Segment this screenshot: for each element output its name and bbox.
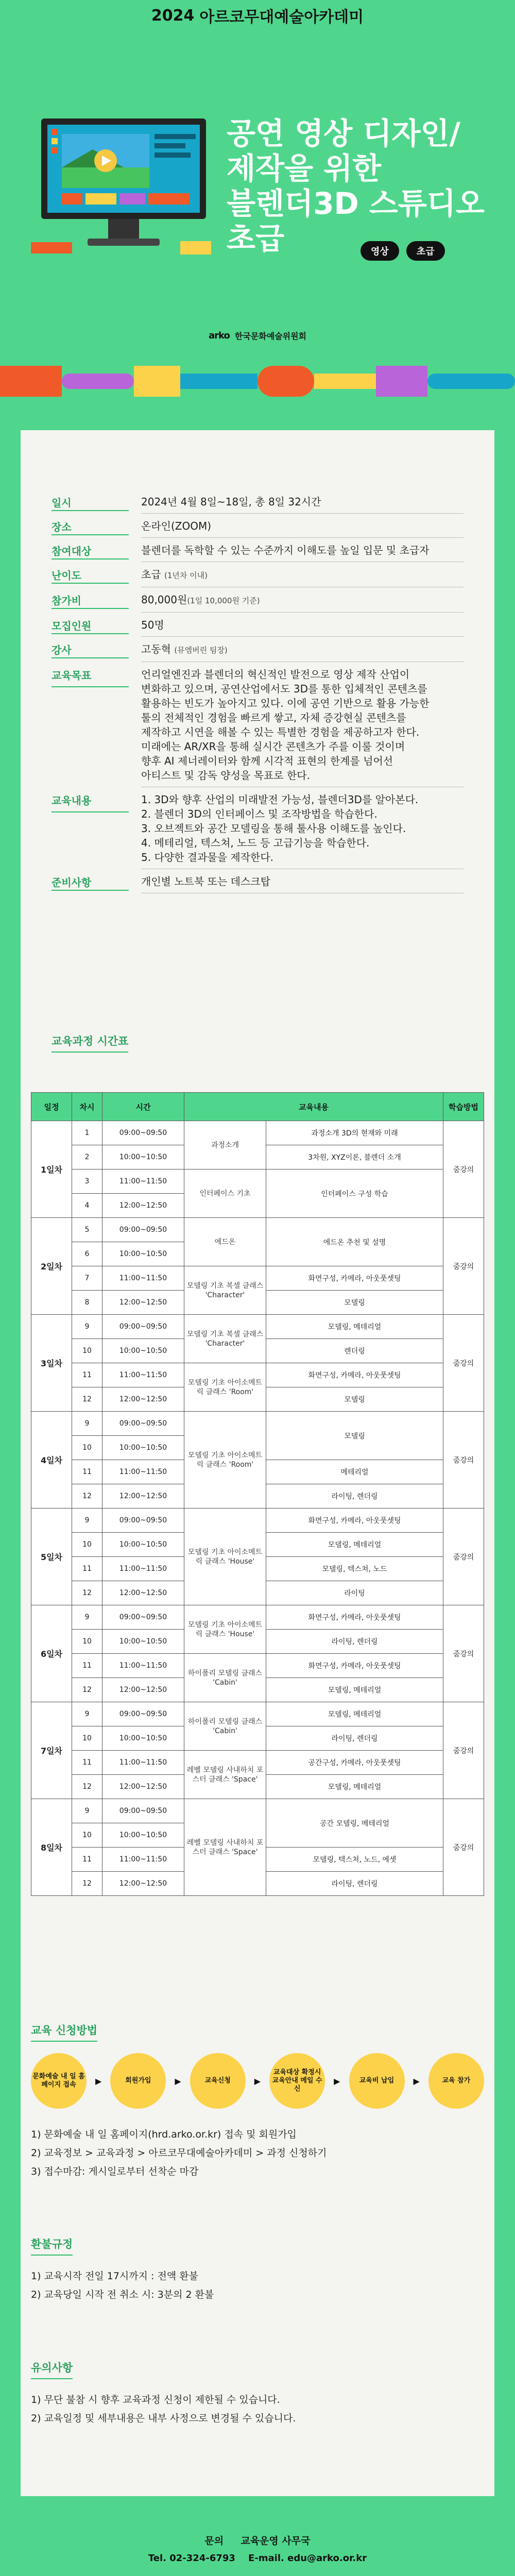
goal-line: 활용하는 빈도가 높아지고 있다. 이에 공연 기반으로 활용 가능한: [141, 697, 430, 709]
session-cell: 6: [72, 1242, 102, 1266]
time-cell: 09:00~09:50: [102, 1315, 184, 1339]
apply-step: 교육 참가: [428, 2053, 484, 2109]
content-line: 1. 3D와 향후 산업의 미래발전 가능성, 블렌더3D를 알아본다.: [141, 793, 419, 806]
time-cell: 09:00~09:50: [102, 1702, 184, 1726]
goal-line: 언리얼엔진과 블렌더의 혁신적인 발전으로 영상 제작 산업이: [141, 668, 410, 681]
refund-list: [31, 2267, 484, 2304]
goal-line: 제작하고 시연을 해볼 수 있는 특별한 경험을 제공하고자 한다.: [141, 726, 420, 738]
table-row: [31, 1799, 484, 1823]
time-cell: 10:00~10:50: [102, 1823, 184, 1848]
time-cell: 10:00~10:50: [102, 1145, 184, 1170]
table-row: [31, 1315, 484, 1339]
apply-list: [31, 2125, 484, 2181]
method-cell: 줌강의: [443, 1315, 484, 1412]
session-cell: 7: [72, 1266, 102, 1291]
info-value-main: 초급: [141, 568, 161, 581]
day-cell: 1일차: [31, 1121, 72, 1218]
content-cell: 공간 모델링, 메테리얼: [266, 1799, 443, 1848]
content-line: 3. 오브젝트와 공간 모델링을 통해 툴사용 이해도를 높인다.: [141, 822, 406, 835]
session-cell: 10: [72, 1339, 102, 1363]
course-title-line: 공연 영상 디자인/: [227, 116, 460, 151]
goal-line: 향후 AI 제너레이터와 함께 시각적 표현의 한계를 넘어선: [141, 755, 393, 767]
apply-steps: [31, 2053, 484, 2109]
session-cell: 12: [72, 1581, 102, 1605]
header-cell: 차시: [72, 1093, 102, 1121]
table-row: [31, 1363, 484, 1387]
session-cell: 9: [72, 1412, 102, 1436]
module-cell: 과정소개: [184, 1121, 266, 1170]
header-cell: 시간: [102, 1093, 184, 1121]
time-cell: 09:00~09:50: [102, 1799, 184, 1823]
time-cell: 11:00~11:50: [102, 1460, 184, 1484]
apply-line: 1) 문화예술 내 일 홈페이지(hrd.arko.or.kr) 접속 및 회원가입: [31, 2129, 297, 2140]
content-cell: 화면구성, 카메라, 아웃풋셋팅: [266, 1654, 443, 1678]
time-cell: 11:00~11:50: [102, 1170, 184, 1194]
time-cell: 11:00~11:50: [102, 1266, 184, 1291]
info-key: 일시: [52, 489, 129, 511]
info-value: [141, 587, 464, 613]
method-cell: 줌강의: [443, 1218, 484, 1315]
goal-text: [141, 662, 464, 787]
module-cell: 레벨 모델링 사내하치 포스터 클래스 'Space': [184, 1799, 266, 1896]
content-cell: 화면구성, 카메라, 아웃풋셋팅: [266, 1509, 443, 1533]
table-row: [31, 1266, 484, 1291]
session-cell: 11: [72, 1363, 102, 1387]
day-cell: 6일차: [31, 1605, 72, 1702]
session-cell: 12: [72, 1484, 102, 1509]
session-cell: 10: [72, 1726, 102, 1751]
day-cell: 5일차: [31, 1509, 72, 1605]
info-value-note: (1일 10,000원 기준): [187, 596, 260, 605]
content-cell: 과정소개 3D의 현재와 미래: [266, 1121, 443, 1145]
monitor-illustration-icon: [31, 118, 216, 255]
info-key: 참여대상: [52, 538, 129, 560]
course-info: [52, 489, 464, 893]
module-cell: 모델링 기초 아이소메트릭 클래스 'Room': [184, 1363, 266, 1412]
time-cell: 12:00~12:50: [102, 1581, 184, 1605]
session-cell: 8: [72, 1291, 102, 1315]
content-cell: 모델링, 메테리얼: [266, 1315, 443, 1339]
info-row: [52, 562, 464, 587]
schedule-body: [31, 1121, 484, 1896]
course-title-line: 블렌더3D 스튜디오: [227, 186, 485, 221]
session-cell: 11: [72, 1460, 102, 1484]
method-cell: 줌강의: [443, 1509, 484, 1605]
info-value-note: (뮤엠버린 팀장): [174, 646, 228, 655]
content-text: [141, 787, 464, 869]
session-cell: 9: [72, 1315, 102, 1339]
info-key: 장소: [52, 514, 129, 535]
time-cell: 09:00~09:50: [102, 1121, 184, 1145]
info-value-note: (1년차 이내): [164, 571, 208, 580]
time-cell: 12:00~12:50: [102, 1291, 184, 1315]
session-cell: 12: [72, 1872, 102, 1896]
method-cell: 줌강의: [443, 1702, 484, 1799]
info-row: [52, 538, 464, 562]
content-cell: 모델링: [266, 1387, 443, 1412]
time-cell: 10:00~10:50: [102, 1242, 184, 1266]
time-cell: 09:00~09:50: [102, 1218, 184, 1242]
footer-label: 문의: [204, 2535, 224, 2547]
time-cell: 11:00~11:50: [102, 1751, 184, 1775]
module-cell: 인터페이스 기초: [184, 1170, 266, 1218]
table-row: [31, 1412, 484, 1436]
apply-step: 문화예술 내 일 홈페이지 접속: [31, 2053, 87, 2109]
time-cell: 09:00~09:50: [102, 1412, 184, 1436]
refund-title: 환불규정: [31, 2236, 73, 2256]
footer-phone-email: [0, 2550, 515, 2567]
hero-header: [0, 0, 515, 31]
info-value: 개인별 노트북 또는 데스크탑: [141, 869, 464, 893]
session-cell: 10: [72, 1630, 102, 1654]
module-cell: 에드온: [184, 1218, 266, 1266]
time-cell: 10:00~10:50: [102, 1726, 184, 1751]
module-cell: 하이폴리 모델링 클래스 'Cabin': [184, 1702, 266, 1751]
arrow-right-icon: ▶: [95, 2076, 102, 2086]
schedule-header-row: [31, 1093, 484, 1121]
session-cell: 11: [72, 1557, 102, 1581]
footer-office: 교육운영 사무국: [241, 2535, 311, 2547]
content-cell: 화면구성, 카메라, 아웃풋셋팅: [266, 1363, 443, 1387]
method-cell: 줌강의: [443, 1605, 484, 1702]
tag-level: 초급: [406, 241, 445, 261]
arrow-right-icon: ▶: [334, 2076, 340, 2086]
time-cell: 10:00~10:50: [102, 1339, 184, 1363]
refund-line: 1) 교육시작 전일 17시까지 : 전액 환불: [31, 2270, 198, 2282]
session-cell: 1: [72, 1121, 102, 1145]
schedule-title: 교육과정 시간표: [52, 1033, 128, 1053]
content-cell: 인터페이스 구성 학습: [266, 1170, 443, 1218]
apply-step: 교육신청: [190, 2053, 246, 2109]
info-value: 2024년 4월 8일~18일, 총 8일 32시간: [141, 489, 464, 514]
apply-title: 교육 신청방법: [31, 2022, 97, 2042]
table-row: [31, 1218, 484, 1242]
day-cell: 4일차: [31, 1412, 72, 1509]
content-cell: 모델링, 메테리얼: [266, 1533, 443, 1557]
content-line: 5. 다양한 결과물을 제작한다.: [141, 851, 274, 863]
session-cell: 9: [72, 1509, 102, 1533]
content-cell: 에드온 추천 및 설명: [266, 1218, 443, 1266]
info-value: 온라인(ZOOM): [141, 514, 464, 538]
method-cell: 줌강의: [443, 1412, 484, 1509]
content-line: 2. 블렌더 3D의 인터페이스 및 조작방법을 학습한다.: [141, 808, 377, 820]
header-cell: 일정: [31, 1093, 72, 1121]
info-row: [52, 587, 464, 613]
time-cell: 11:00~11:50: [102, 1557, 184, 1581]
footer: [0, 2532, 515, 2567]
arrow-right-icon: ▶: [254, 2076, 261, 2086]
content-cell: 모델링: [266, 1412, 443, 1460]
info-value: [141, 637, 464, 662]
goal-line: 아티스트 및 감독 양성을 목표로 한다.: [141, 769, 310, 782]
time-cell: 10:00~10:50: [102, 1533, 184, 1557]
info-value: [141, 562, 464, 587]
footer-email: E-mail. edu@arko.or.kr: [248, 2553, 367, 2564]
info-value-main: 고동혁: [141, 643, 171, 655]
refund-line: 2) 교육당일 시작 전 취소 시: 3분의 2 환불: [31, 2289, 214, 2300]
time-cell: 11:00~11:50: [102, 1654, 184, 1678]
method-cell: 줌강의: [443, 1799, 484, 1896]
content-cell: 렌더링: [266, 1339, 443, 1363]
module-cell: 모델링 기초 아이소메트릭 클래스 'House': [184, 1509, 266, 1605]
schedule-table: [31, 1092, 484, 1896]
content-cell: 3차원, XYZ이론, 블렌더 소개: [266, 1145, 443, 1170]
info-row-goal: [52, 662, 464, 787]
arko-logo-icon: arko: [209, 330, 230, 341]
session-cell: 10: [72, 1436, 102, 1460]
session-cell: 10: [72, 1533, 102, 1557]
info-key: 난이도: [52, 562, 129, 584]
apply-line: 3) 접수마감: 게시일로부터 선착순 마감: [31, 2166, 199, 2177]
organizer-name: 한국문화예술위원회: [234, 331, 306, 341]
table-row: [31, 1605, 484, 1630]
module-cell: 하이폴리 모델링 클래스 'Cabin': [184, 1654, 266, 1702]
content-cell: 모델링, 메테리얼: [266, 1678, 443, 1702]
content-cell: 모델링, 텍스쳐, 노드, 에셋: [266, 1848, 443, 1872]
goal-line: 변화하고 있으며, 공연산업에서도 3D를 통한 입체적인 콘텐츠를: [141, 683, 427, 695]
content-cell: 화면구성, 카메라, 아웃풋셋팅: [266, 1266, 443, 1291]
module-cell: 모델링 기초 아이소메트릭 클래스 'Room': [184, 1412, 266, 1509]
session-cell: 12: [72, 1387, 102, 1412]
session-cell: 11: [72, 1848, 102, 1872]
session-cell: 3: [72, 1170, 102, 1194]
content-cell: 모델링, 텍스쳐, 노드: [266, 1557, 443, 1581]
session-cell: 9: [72, 1799, 102, 1823]
course-tags: [360, 241, 445, 261]
notice-line: 2) 교육일정 및 세부내용은 내부 사정으로 변경될 수 있습니다.: [31, 2413, 296, 2424]
decorative-stripe-icon: [0, 361, 515, 404]
info-value: 50명: [141, 613, 464, 637]
notice-title: 유의사항: [31, 2360, 73, 2379]
content-cell: 라이팅, 렌더링: [266, 1872, 443, 1896]
apply-step: 회원가입: [110, 2053, 166, 2109]
session-cell: 12: [72, 1678, 102, 1702]
content-cell: 라이팅, 렌더링: [266, 1630, 443, 1654]
arrow-right-icon: ▶: [175, 2076, 181, 2086]
time-cell: 11:00~11:50: [102, 1848, 184, 1872]
time-cell: 12:00~12:50: [102, 1387, 184, 1412]
course-title-line: 제작을 위한: [227, 151, 382, 186]
table-row: [31, 1654, 484, 1678]
info-value-main: 80,000원: [141, 594, 187, 606]
header-cell: 교육내용: [184, 1093, 443, 1121]
time-cell: 10:00~10:50: [102, 1630, 184, 1654]
info-key: 모집인원: [52, 613, 129, 634]
content-cell: 화면구성, 카메라, 아웃풋셋팅: [266, 1605, 443, 1630]
content-cell: 라이팅: [266, 1581, 443, 1605]
module-cell: 모델링 기초 아이소메트릭 클래스 'House': [184, 1605, 266, 1654]
course-title-line: 초급: [227, 221, 285, 256]
day-cell: 7일차: [31, 1702, 72, 1799]
tag-category: 영상: [360, 241, 399, 261]
session-cell: 9: [72, 1605, 102, 1630]
course-title: [227, 116, 494, 256]
info-row: [52, 514, 464, 538]
info-row: [52, 637, 464, 662]
info-key: 강사: [52, 637, 129, 658]
header-cell: 학습방법: [443, 1093, 484, 1121]
apply-line: 2) 교육정보 > 교육과정 > 아르코무대예술아카데미 > 과정 신청하기: [31, 2147, 327, 2159]
content-cell: 라이팅, 렌더링: [266, 1484, 443, 1509]
hero: [0, 0, 515, 355]
session-cell: 12: [72, 1775, 102, 1799]
session-cell: 4: [72, 1194, 102, 1218]
info-row: [52, 489, 464, 514]
session-cell: 11: [72, 1654, 102, 1678]
content-cell: 모델링, 메테리얼: [266, 1775, 443, 1799]
time-cell: 10:00~10:50: [102, 1436, 184, 1460]
session-cell: 11: [72, 1751, 102, 1775]
time-cell: 11:00~11:50: [102, 1363, 184, 1387]
time-cell: 09:00~09:50: [102, 1605, 184, 1630]
table-row: [31, 1121, 484, 1145]
apply-step: 교육비 납입: [349, 2053, 405, 2109]
footer-tel: Tel. 02-324-6793: [148, 2553, 235, 2564]
day-cell: 2일차: [31, 1218, 72, 1315]
notice-line: 1) 무단 불참 시 향후 교육과정 신청이 제한될 수 있습니다.: [31, 2394, 280, 2405]
info-row: [52, 613, 464, 637]
session-cell: 2: [72, 1145, 102, 1170]
arrow-right-icon: ▶: [413, 2076, 420, 2086]
content-cell: 모델링, 메테리얼: [266, 1702, 443, 1726]
time-cell: 12:00~12:50: [102, 1194, 184, 1218]
table-row: [31, 1509, 484, 1533]
content-cell: 공간구성, 카메라, 아웃풋셋팅: [266, 1751, 443, 1775]
info-key: 참가비: [52, 587, 129, 609]
info-key: 준비사항: [52, 869, 129, 891]
time-cell: 12:00~12:50: [102, 1678, 184, 1702]
info-value: 블렌더를 독학할 수 있는 수준까지 이해도를 높일 입문 및 초급자: [141, 538, 464, 562]
info-row-prep: [52, 869, 464, 893]
session-cell: 5: [72, 1218, 102, 1242]
notice-list: [31, 2391, 484, 2428]
footer-contact: [0, 2532, 515, 2550]
hero-year: 2024: [151, 6, 195, 25]
content-line: 4. 메테리얼, 텍스쳐, 노드 등 고급기능을 학습한다.: [141, 837, 370, 849]
method-cell: 줌강의: [443, 1121, 484, 1218]
session-cell: 10: [72, 1823, 102, 1848]
session-cell: 9: [72, 1702, 102, 1726]
info-key: 교육목표: [52, 662, 129, 687]
apply-step: 교육대상 확정시 교육안내 메일 수신: [269, 2053, 325, 2109]
content-cell: 라이팅, 렌더링: [266, 1726, 443, 1751]
table-row: [31, 1170, 484, 1194]
time-cell: 09:00~09:50: [102, 1509, 184, 1533]
time-cell: 12:00~12:50: [102, 1775, 184, 1799]
organizer: [0, 330, 515, 342]
time-cell: 12:00~12:50: [102, 1484, 184, 1509]
day-cell: 3일차: [31, 1315, 72, 1412]
content-cell: 모델링: [266, 1291, 443, 1315]
goal-line: 미래에는 AR/XR을 통해 실시간 콘텐츠가 주를 이룰 것이며: [141, 740, 405, 753]
module-cell: 모델링 기초 복셀 클래스 'Character': [184, 1266, 266, 1315]
time-cell: 12:00~12:50: [102, 1872, 184, 1896]
info-key: 교육내용: [52, 787, 129, 812]
content-cell: 메테리얼: [266, 1460, 443, 1484]
table-row: [31, 1702, 484, 1726]
table-row: [31, 1751, 484, 1775]
goal-line: 툴의 전체적인 경험을 빠르게 쌓고, 자체 증강현실 콘텐츠를: [141, 711, 406, 724]
day-cell: 8일차: [31, 1799, 72, 1896]
info-row-content: [52, 787, 464, 869]
module-cell: 모델링 기초 복셀 클래스 'Character': [184, 1315, 266, 1363]
hero-academy: 아르코무대예술아카데미: [199, 8, 364, 26]
module-cell: 레벨 모델링 사내하치 포스터 클래스 'Space': [184, 1751, 266, 1799]
